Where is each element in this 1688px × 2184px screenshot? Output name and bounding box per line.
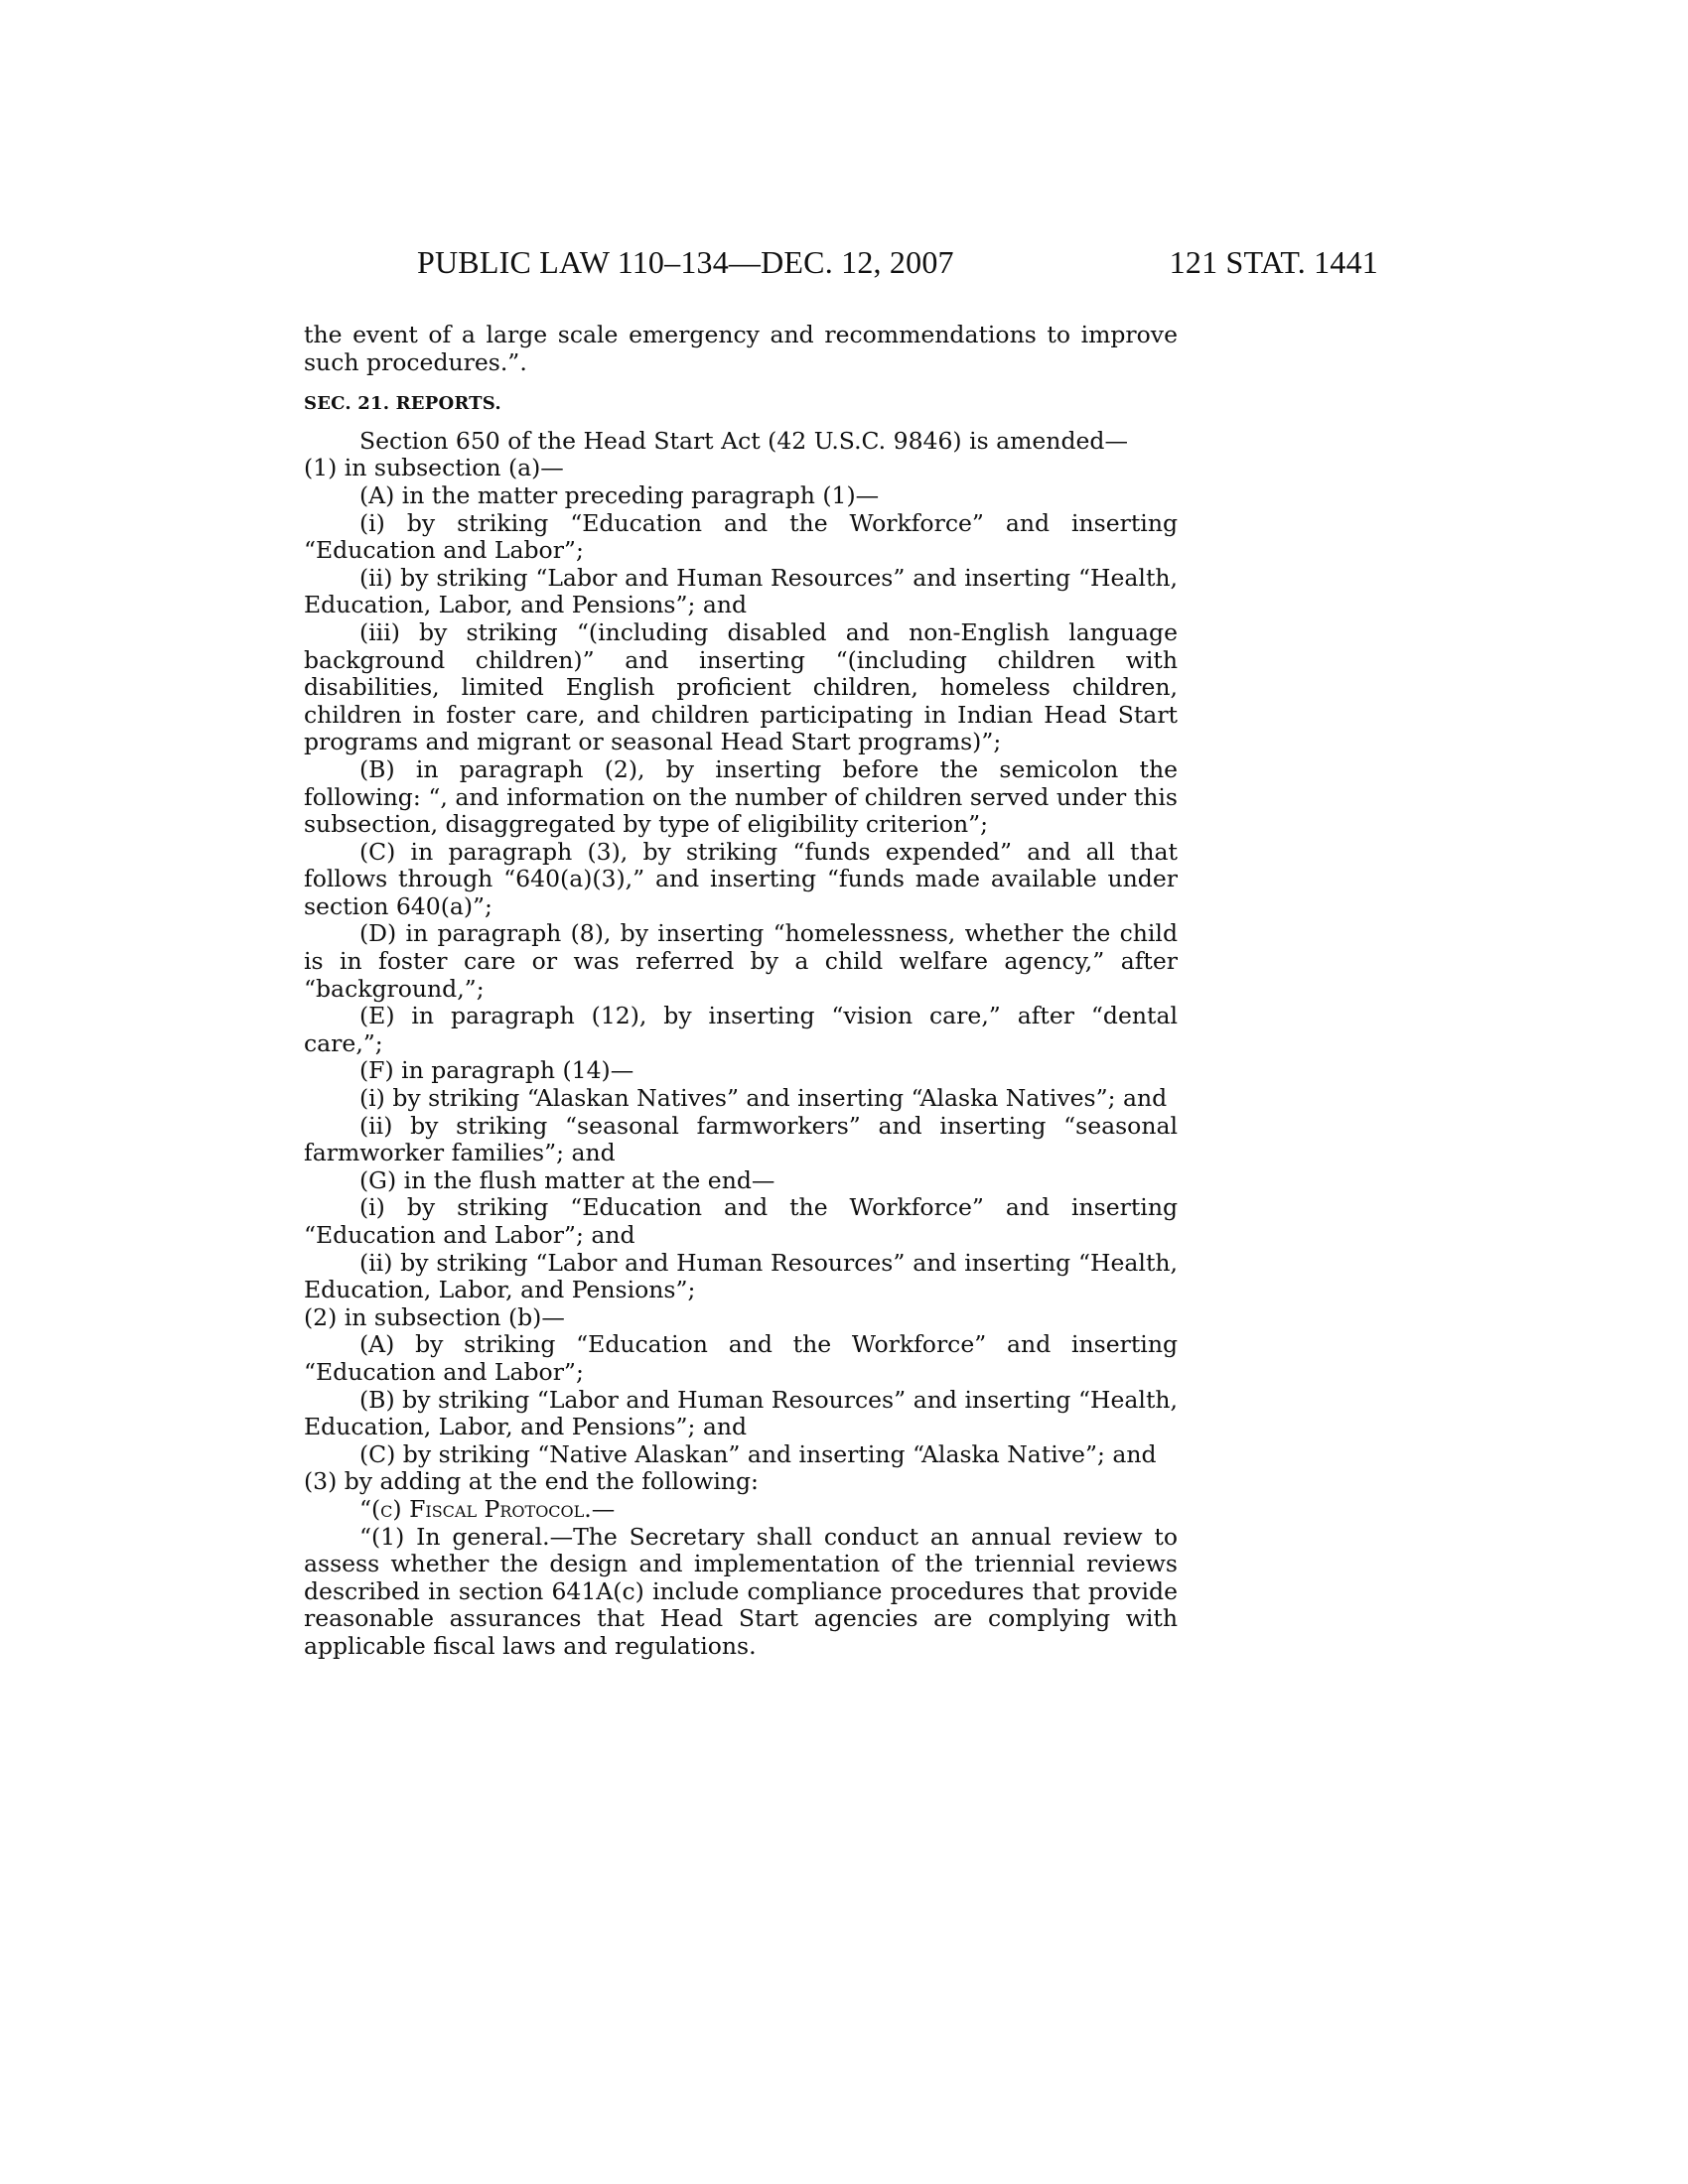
list-item-1d: (D) in paragraph (8), by inserting “homelessness, whether the child is in foster care or was referred by a child welfare agency,” after “background,”; [304,919,1178,1003]
list-item-1a-iii: (iii) by striking “(including disabled and non-English language background children)” and inserting “(including children with disabilities, limited English proficient children, homeless children, children in foster care, and children participating in Indian Head Start programs and migrant or seasonal Head Start programs)”; [304,617,1178,756]
list-item-1e: (E) in paragraph (12), by inserting “vision care,” after “dental care,”; [304,1002,1178,1057]
list-item-1f: (F) in paragraph (14)— [359,1056,634,1085]
list-item-1g: (G) in the flush matter at the end— [359,1165,775,1194]
subsection-c-heading: “(c) Fiscal Protocol.— [359,1494,616,1523]
list-item-3: (3) by adding at the end the following: [304,1467,759,1496]
list-item-1: (1) in subsection (a)— [304,454,564,482]
section-intro: Section 650 of the Head Start Act (42 U.S.C. 9846) is amended— [359,426,1128,455]
list-item-1a-i: (i) by striking “Education and the Workforce” and inserting “Education and Labor”; [304,508,1178,565]
list-item-1f-ii: (ii) by striking “seasonal farmworkers” and inserting “seasonal farmworker families”; and [304,1111,1178,1167]
document-body [304,322,1178,1661]
list-item-1g-ii: (ii) by striking “Labor and Human Resources” and inserting “Health, Education, Labor, and Pensions”; [304,1248,1178,1304]
list-item-1c: (C) in paragraph (3), by striking “funds expended” and all that follows through “640(a)(3),” and inserting “funds made available under section 640(a)”; [304,837,1178,920]
list-item-1g-i: (i) by striking “Education and the Workforce” and inserting “Education and Labor”; and [304,1193,1178,1249]
subsection-c-1: “(1) In general.—The Secretary shall conduct an annual review to assess whether the design and implementation of the triennial reviews described in section 641A(c) include compliance procedures that provide reasonable assurances that Head Start agencies are complying with applicable fiscal laws and regulations. [304,1522,1178,1660]
list-item-2a: (A) by striking “Education and the Workforce” and inserting “Education and Labor”; [304,1330,1178,1386]
list-item-1a-ii: (ii) by striking “Labor and Human Resources” and inserting “Health, Education, Labor, and Pensions”; and [304,563,1178,619]
list-item-1a: (A) in the matter preceding paragraph (1)— [359,480,880,509]
header-statute-page: 121 STAT. 1441 [1169,244,1378,280]
list-item-2c: (C) by striking “Native Alaskan” and inserting “Alaska Native”; and [359,1439,1157,1468]
section-heading: SEC. 21. REPORTS. [304,393,501,415]
list-item-1f-i: (i) by striking “Alaskan Natives” and inserting “Alaska Natives”; and [359,1084,1168,1113]
running-header [417,244,1378,284]
list-item-2: (2) in subsection (b)— [304,1302,565,1331]
continued-text: the event of a large scale emergency and recommendations to improve such procedures.”. [304,321,1178,376]
list-item-2b: (B) by striking “Labor and Human Resources” and inserting “Health, Education, Labor, and Pensions”; and [304,1385,1178,1441]
header-law-citation: PUBLIC LAW 110–134—DEC. 12, 2007 [417,244,954,280]
list-item-1b: (B) in paragraph (2), by inserting before the semicolon the following: “, and information on the number of children served under this subsection, disaggregated by type of eligibility criterion”; [304,754,1178,839]
